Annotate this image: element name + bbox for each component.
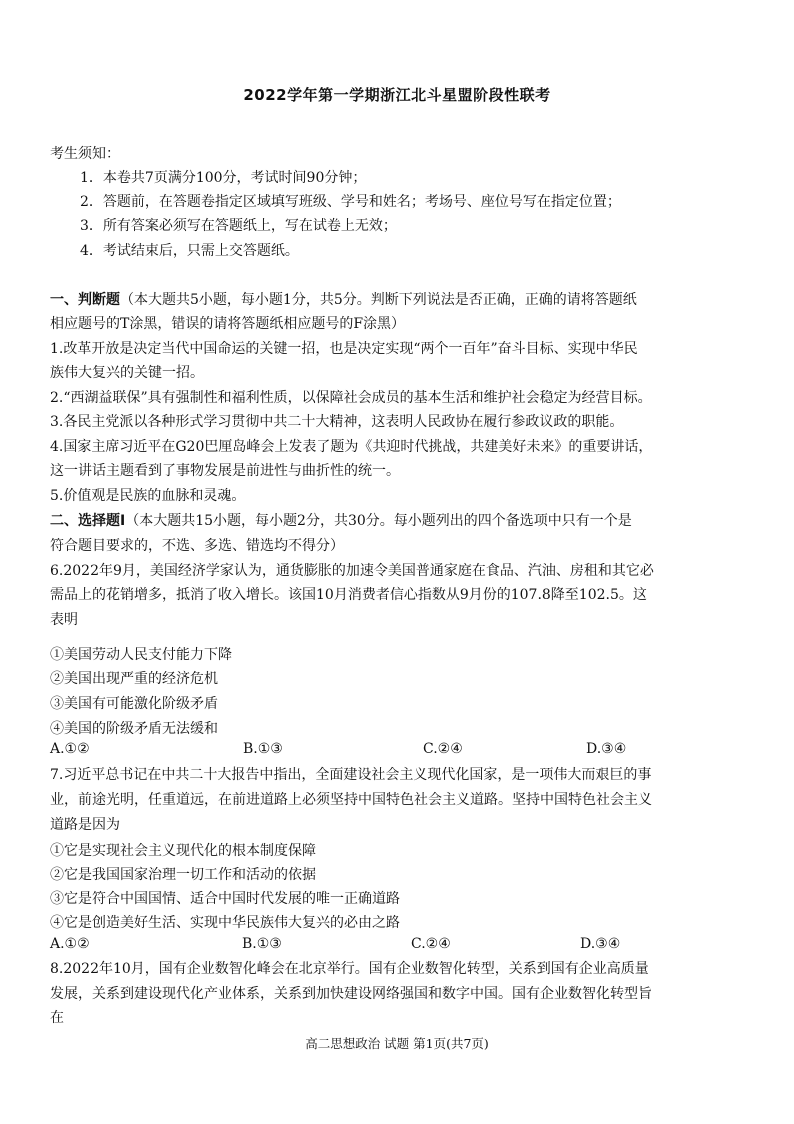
question-8-cont: 在 [50, 1010, 64, 1026]
question-7-cont: 道路是因为 [50, 817, 120, 833]
page-title: 2022学年第一学期浙江北斗星盟阶段性联考 [243, 86, 551, 104]
question-2: 2.“西湖益联保”具有强制性和福利性质，以保障社会成员的基本生活和维护社会稳定为经营目标。 [50, 390, 652, 406]
section2-desc-cont: 符合题目要求的，不选、多选、错选均不得分） [50, 538, 344, 554]
q6-option-d: D.③④ [586, 741, 627, 757]
section1-desc-cont: 相应题号的T涂黑，错误的请将答题纸相应题号的F涂黑） [50, 316, 406, 332]
section1-header [50, 289, 765, 311]
question-1: 1.改革开放是决定当代中国命运的关键一招，也是决定实现“两个一百年”奋斗目标、实现中华民 [50, 341, 638, 357]
q6-option-b: B.①③ [243, 741, 283, 757]
question-6-cont: 需品上的花销增多，抵消了收入增长。该国10月消费者信心指数从9月份的107.8降至102.5。这 [50, 587, 647, 603]
question-5: 5.价值观是民族的血脉和灵魂。 [50, 488, 246, 504]
notice-item: 3．所有答案必须写在答题纸上，写在试卷上无效； [80, 218, 397, 234]
q7-option-c: C.②④ [411, 936, 451, 952]
notice-item: 4．考试结束后，只需上交答题纸。 [80, 243, 299, 259]
q7-statement: ②它是我国国家治理一切工作和活动的依据 [50, 867, 316, 883]
q6-option-c: C.②④ [423, 741, 463, 757]
notice-item: 2．答题前，在答题卷指定区域填写班级、学号和姓名；考场号、座位号写在指定位置； [80, 194, 621, 210]
section2-heading: 二、选择题Ⅰ [50, 513, 126, 529]
question-6-cont: 表明 [50, 612, 78, 628]
section2-desc: （本大题共15小题，每小题2分，共30分。每小题列出的四个备选项中只有一个是 [125, 513, 632, 529]
question-4: 4.国家主席习近平在G20巴厘岛峰会上发表了题为《共迎时代挑战，共建美好未来》的重要讲话， [50, 439, 653, 455]
section1-desc: （本大题共5小题，每小题1分，共5分。判断下列说法是否正确，正确的请将答题纸 [120, 292, 637, 308]
section1-heading: 一、判断题 [50, 292, 120, 308]
question-7: 7.习近平总书记在中共二十大报告中指出，全面建设社会主义现代化国家，是一项伟大而艰巨的事 [50, 767, 652, 783]
question-8: 8.2022年10月，国有企业数智化峰会在北京举行。国有企业数智化转型，关系到国有企业高质量 [50, 961, 649, 977]
question-7-cont: 业，前途光明，任重道远，在前进道路上必须坚持中国特色社会主义道路。坚持中国特色社会主义 [50, 792, 652, 808]
q6-statement: ④美国的阶级矛盾无法缓和 [50, 721, 218, 737]
question-3: 3.各民主党派以各种形式学习贯彻中共二十大精神，这表明人民政协在履行参政议政的职能。 [50, 414, 624, 430]
question-1-cont: 族伟大复兴的关键一招。 [50, 365, 204, 381]
q7-option-b: B.①③ [242, 936, 282, 952]
q6-statement: ②美国出现严重的经济危机 [50, 671, 218, 687]
q6-option-a: A.①② [50, 741, 90, 757]
q7-statement: ①它是实现社会主义现代化的根本制度保障 [50, 843, 316, 859]
q7-statement: ③它是符合中国国情、适合中国时代发展的唯一正确道路 [50, 891, 400, 907]
q7-option-d: D.③④ [580, 936, 621, 952]
q6-statement: ③美国有可能激化阶级矛盾 [50, 696, 218, 712]
page-footer: 高二思想政治 试题 第1页(共7页) [305, 1036, 489, 1051]
notice-heading: 考生须知： [50, 146, 120, 162]
question-4-cont: 这一讲话主题看到了事物发展是前进性与曲折性的统一。 [50, 463, 400, 479]
q7-statement: ④它是创造美好生活、实现中华民族伟大复兴的必由之路 [50, 915, 400, 931]
q6-statement: ①美国劳动人民支付能力下降 [50, 647, 232, 663]
q7-option-a: A.①② [50, 936, 90, 952]
notice-item: 1．本卷共7页满分100分，考试时间90分钟； [80, 170, 367, 186]
question-6: 6.2022年9月，美国经济学家认为，通货膨胀的加速令美国普通家庭在食品、汽油、房租和其它必 [50, 563, 654, 579]
section2-header [50, 510, 765, 532]
question-8-cont: 发展，关系到建设现代化产业体系，关系到加快建设网络强国和数字中国。国有企业数智化转型旨 [50, 986, 652, 1002]
